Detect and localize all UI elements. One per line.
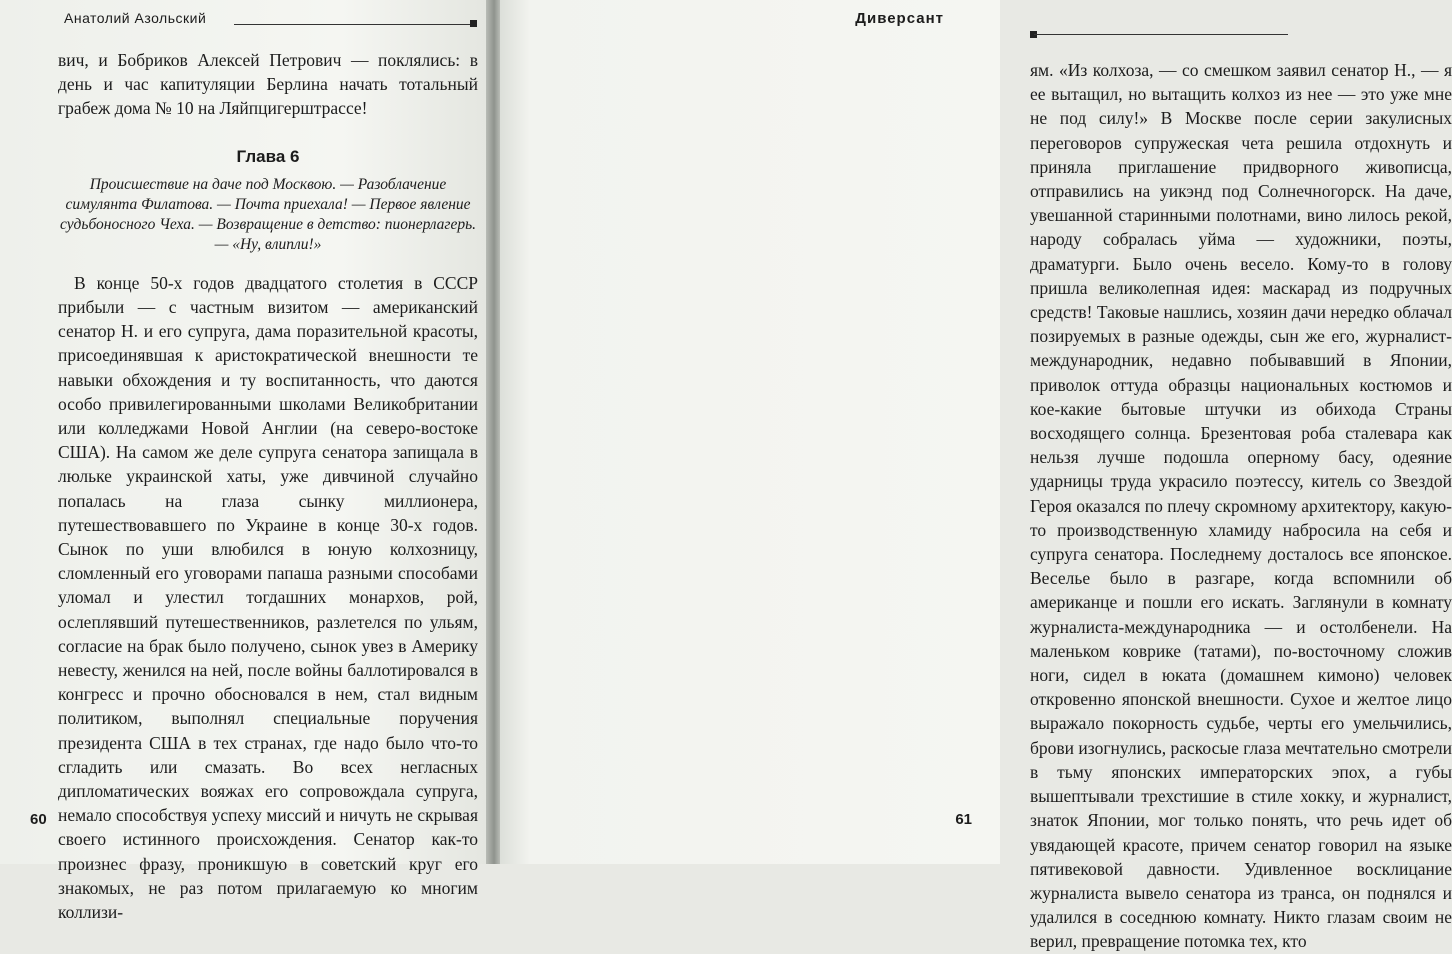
header-rule <box>1034 34 1288 35</box>
header-rule <box>234 24 472 25</box>
chapter-epigraph: Происшествие на даче под Москвою. — Разоблачение симулянта Филатова. — Почта приехала! — Первое явление судьбоносного Чеха. — Возвращение в детство: пионерлагерь. — «Ну, влипли!» <box>59 175 477 253</box>
body-paragraph: ям. «Из колхоза, — со смешком заявил сенатор Н., — я ее вытащил, но вытащить колхоз из нее — это уже мне не под силу!» В Москве после серии закулисных переговоров супружеская чета решила отдохнуть и приняла приглашение придворного живописца, отправились на уикэнд под Солнечногорск. На даче, увешанной старинными полотнами, вино лилось рекой, народу собралась уйма — художники, поэты, драматурги. Было очень весело. Кому-то в голову пришла великолепная идея: маскарад из подручных средств! Таковые нашлись, хозяин дачи нередко облачал позируемых в разные одежды, сын же его, журналист-международник, недавно побывавший в Японии, приволок оттуда образцы национальных костюмов и кое-какие бытовые штучки из обихода Страны восходящего солнца. Брезентовая роба сталевара как нельзя лучше подошла оперному басу, одеяние ударницы труда украсило поэтессу, китель со Звездой Героя оказался по плечу скромному архитектору, какую-то производственную хламиду набросила на себя и супруга сенатора. Последнему досталось все японское. Веселье было в разгаре, когда вспомнили об американце и пошли его искать. Заглянули в комнату журналиста-международника — и остолбенели. На маленьком коврике (татами), по-восточному сложив ноги, сидел в юката (домашнем кимоно) человек откровенно японской внешности. Сухое и желтое лицо выражало покорность судьбе, черты его умельчились, брови изогнулись, раскосые глаза мечтательно смотрели в тьму японских императорских эпох, а губы вышептывали трехстишие в стиле хокку, и журналист, знаток Японии, мог только понять, что речь идет об увядающей красоте, причем сенатор говорил на языке пятивековой давности. Удивленное восклицание журналиста вывело сенатора из транса, он поднялся и удалился в соседнюю комнату. Никто глазам своим не верил, превращение потомка тех, кто <box>1030 60 1452 952</box>
page-number: 60 <box>30 811 47 828</box>
header-rule-mark <box>470 20 477 27</box>
right-page <box>500 0 1452 952</box>
body-paragraph: В конце 50-х годов двадцатого столетия в СССР прибыли — с частным визитом — американский сенатор Н. и его супруга, дама поразительной красоты, присоединявшая к аристократической внешности те навыки обхождения и ту воспитанность, что даются особо привилегированными школами Великобритании или колледжами Новой Англии (на северо-востоке США). На самом же деле супруга сенатора запищала в люльке украинской хаты, уже дивчиной случайно попалась на глаза сынку миллионера, путешествовавшего по Украине в конце 30-х годов. Сынок по уши влюбился в юную колхозницу, сломленный его уговорами папаша разными способами уломал и улестил тогдашних монархов, рой, ослеплявший путешественников, разлетелся по ульям, согласие на брак было получено, сынок увез в Америку невесту, женился на ней, после войны баллотировался в конгресс и прочно обосновался в нем, стал видным политиком, выполнял специальные поручения президента США в тех странах, где надо было что-то сгладить или смазать. Во всех негласных дипломатических вояжах его сопровождала супруга, немало способствуя успеху миссий и ничуть не скрывая своего истинного происхождения. Сенатор как-то произнес фразу, проникшую в советский круг его знакомых, не раз потом прилагаемую ко многим коллизи- <box>58 272 478 923</box>
running-head-title: Диверсант <box>855 10 944 27</box>
left-page <box>0 0 488 923</box>
running-head-author: Анатолий Азольский <box>64 10 207 26</box>
chapter-title: Глава 6 <box>236 146 300 166</box>
continuation-paragraph: вич, и Бобриков Алексей Петрович — поклялись: в день и час капитуляции Берлина начать тотальный грабеж дома № 10 на Ляйпцигерштрассе! <box>58 50 478 119</box>
page-number: 61 <box>955 811 972 828</box>
left-page-text <box>58 48 478 924</box>
right-page-text <box>1030 58 1452 954</box>
